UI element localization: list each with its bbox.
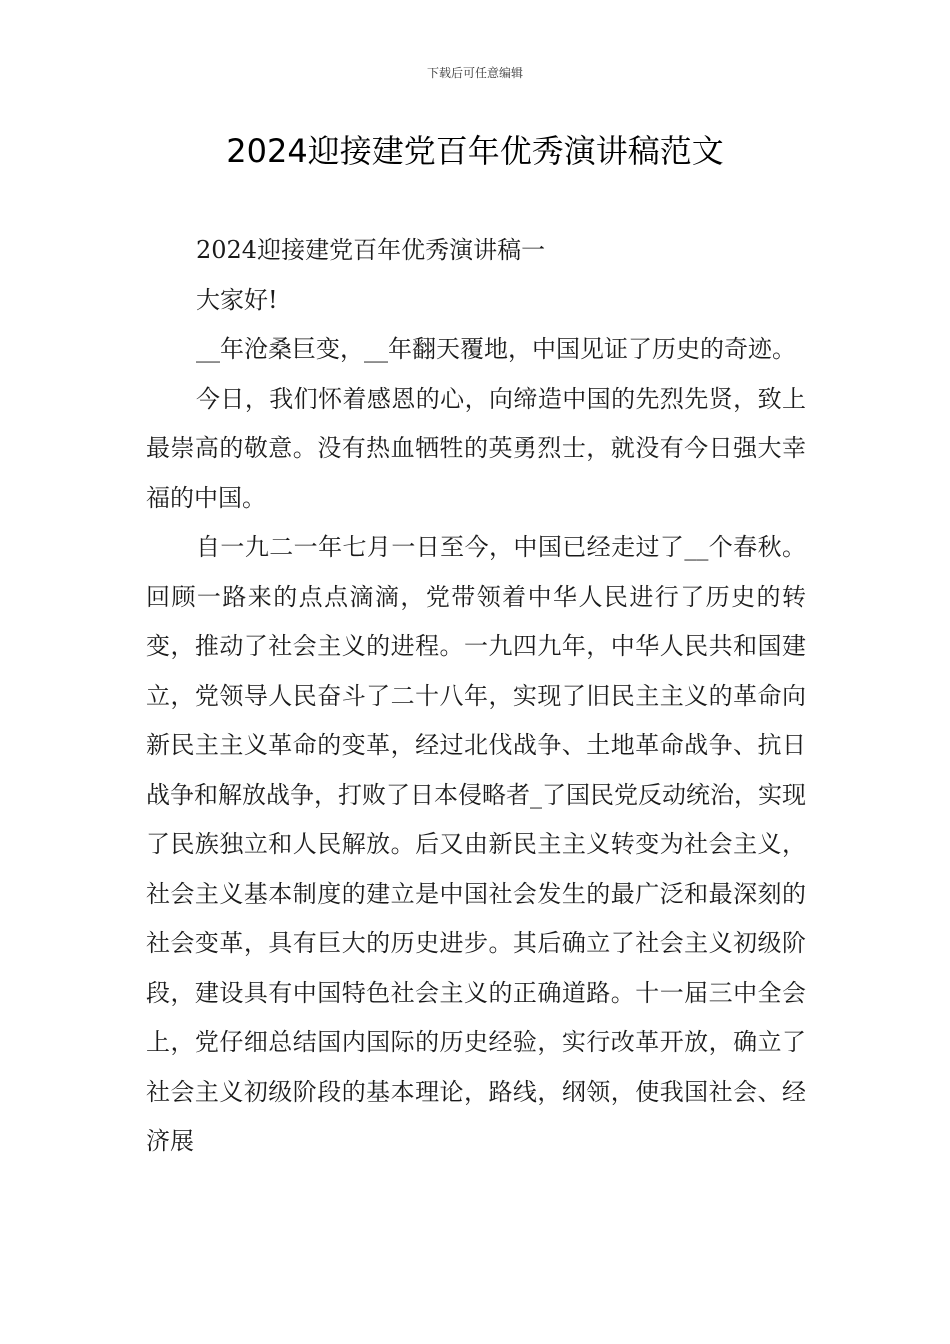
body-paragraph: 自一九二一年七月一日至今，中国已经走过了__个春秋。回顾一路来的点点滴滴，党带领着中华人民进行了历史的转变，推动了社会主义的进程。一九四九年，中华人民共和国建立，党领导人民奋斗了二十八年，实现了旧民主主义的革命向新民主主义革命的变革，经过北伐战争、土地革命战争、抗日战争和解放战争，打败了日本侵略者_了国民党反动统治，实现了民族独立和人民解放。后又由新民主主义转变为社会主义，社会主义基本制度的建立是中国社会发生的最广泛和最深刻的社会变革，具有巨大的历史进步。其后确立了社会主义初级阶段，建设具有中国特色社会主义的正确道路。十一届三中全会上，党仔细总结国内国际的历史经验，实行改革开放，确立了社会主义初级阶段的基本理论，路线，纲领，使我国社会、经济展 (146, 533, 806, 1155)
body-paragraph: __年沧桑巨变，__年翻天覆地，中国见证了历史的奇迹。 (196, 335, 796, 363)
document-title: 2024迎接建党百年优秀演讲稿范文 (226, 132, 724, 170)
speech-heading: 2024迎接建党百年优秀演讲稿一 (196, 236, 546, 264)
body-paragraph: 今日，我们怀着感恩的心，向缔造中国的先烈先贤，致上最崇高的敬意。没有热血牺牲的英勇烈士，就没有今日强大幸福的中国。 (146, 384, 806, 512)
document-body (146, 226, 806, 1167)
greeting-paragraph: 大家好! (196, 285, 278, 314)
header-note: 下载后可任意编辑 (426, 66, 523, 80)
